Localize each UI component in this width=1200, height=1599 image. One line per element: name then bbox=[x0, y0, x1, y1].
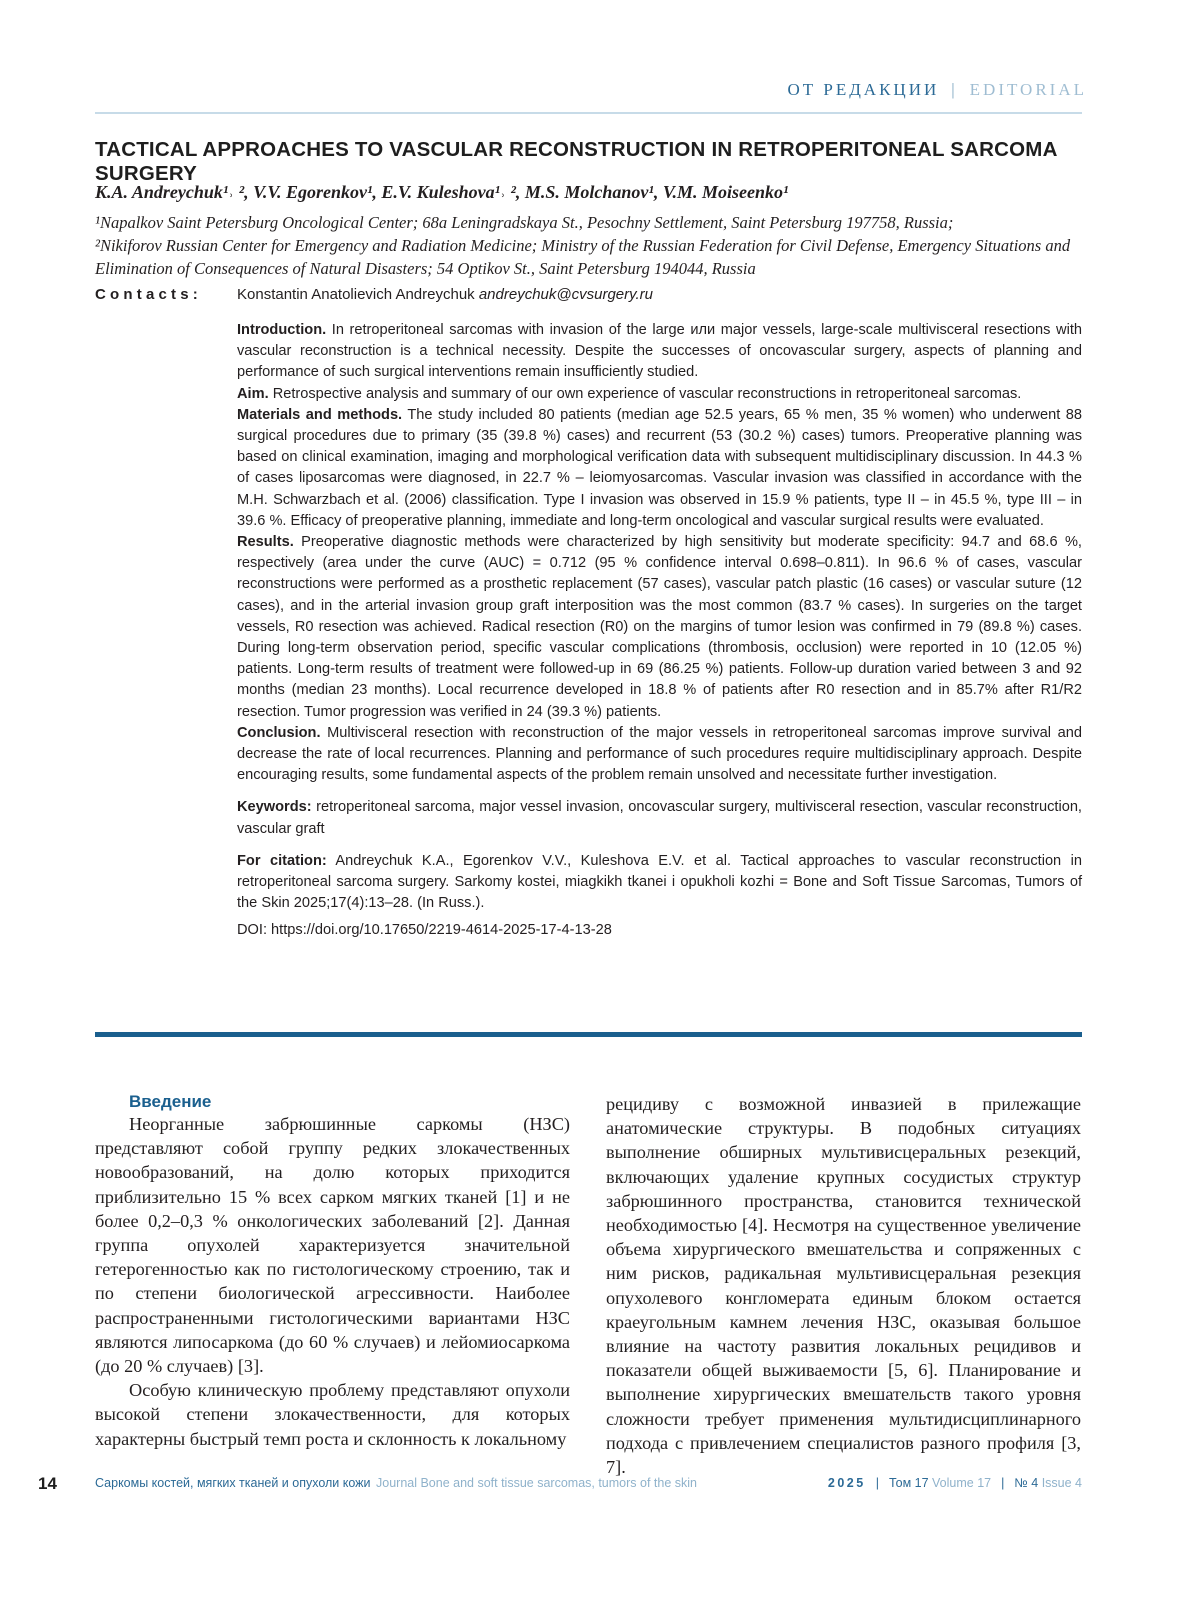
body-paragraph-3: рецидиву с возможной инвазией в прилежащие анатомические структуры. В подобных ситуациях выполнение обширных мультивисцеральных резекций, включающих удаление крупных сосудистых структур забрюшинного пространства, становится технической необходимостью [4]. Несмотря на существенное увеличение объема хирургического вмешательства и сопряженных с ним рисков, радикальная мультивисцеральная резекция опухолевого конгломерата единым блоком остается краеугольным камнем лечения НЗС, оказывая большое влияние на частоту развития локальных рецидивов и показатели общей выживаемости [5, 6]. Планирование и выполнение хирургических вмешательств такого уровня сложности требует применения мультидисциплинарного подхода с привлечением специалистов разного профиля [3, 7]. bbox=[606, 1094, 1081, 1478]
abstract-aim bbox=[237, 384, 1082, 405]
body-column-left bbox=[95, 1092, 570, 1451]
issue-info bbox=[828, 1476, 1082, 1490]
contacts-email[interactable]: andreychuk@cvsurgery.ru bbox=[478, 286, 654, 303]
volume-ru: Том 17 bbox=[888, 1476, 929, 1490]
header-rule bbox=[95, 112, 1082, 114]
body-paragraph-1: Неорганные забрюшинные саркомы (НЗС) представляют собой группу редких злокачественных новообразований, на долю которых приходится приблизительно 15 % всех сарком мягких тканей [1] и не более 0,2–0,3 % онкологических заболеваний [2]. Данная группа опухолей характеризуется значительной гетерогенностью как по гистологическому строению, так и по степени биологической агрессивности. Наиболее распространенными гистологическими вариантами НЗС являются липосаркома (до 60 % случаев) и лейомиосаркома (до 20 % случаев) [3]. bbox=[95, 1114, 570, 1377]
affiliation-2: ²Nikiforov Russian Center for Emergency and Radiation Medicine; Ministry of the Russian Federation for Civil Defense, Emergency Situations and Elimination of Consequences of Natural Disasters; 54 Optikov St., Saint Petersburg 194044, Russia bbox=[95, 236, 1071, 278]
results-text: Preoperative diagnostic methods were characterized by high sensitivity but moderate specificity: 94.7 and 68.6 %, respectively (area under the curve (AUC) = 0.712 (95 % confidence interval 0.698–0.811). In 96.6 % of cases, vascular reconstructions were performed as a prosthetic replacement (57 cases), vascular patch plastic (16 cases) or vascular suture (12 cases), and in the arterial invasion group graft interposition was the most common (83.7 % cases). In surgeries on the target vessels, R0 resection was achieved. Radical resection (R0) on the margins of tumor lesion was confirmed in 79 (89.8 %) cases. During long-term observation period, specific vascular complications (thrombosis, occlusion) were reported in 10 (12.05 %) patients. Long-term results of treatment were followed-up in 69 (86.25 %) patients. Follow-up duration varied between 3 and 92 months (median 23 months). Local recurrence developed in 18.8 % of patients after R0 resection and in 85.7% after R1/R2 resection. Tumor progression was verified in 24 (39.3 %) patients. bbox=[237, 534, 1082, 720]
issue-ru: № 4 bbox=[1014, 1476, 1039, 1490]
contacts-name: Konstantin Anatolievich Andreychuk bbox=[237, 286, 475, 303]
methods-text: The study included 80 patients (median age 52.5 years, 65 % men, 35 % women) who underwent 88 surgical procedures due to primary (35 (39.8 %) cases) and recurrent (53 (30.2 %) cases) tumors. Preoperative planning was based on clinical examination, imaging and morphological verification data with subsequent multidisciplinary discussion. In 44.3 % of cases liposarcomas were diagnosed, in 22.7 % – leiomyosarcomas. Vascular invasion was classified in accordance with the M.H. Schwarzbach et al. (2006) classification. Type I invasion was observed in 15.9 % patients, type II – in 45.5 %, type III – in 39.6 %. Efficacy of preoperative planning, immediate and long-term oncological and vascular surgical results were evaluated. bbox=[237, 406, 1083, 529]
page-footer bbox=[0, 1476, 1200, 1496]
citation-text: Andreychuk K.A., Egorenkov V.V., Kuleshova E.V. et al. Tactical approaches to vascular reconstruction in retroperitoneal sarcoma surgery. Sarkomy kostei, miagkikh tkanei i opukholi kozhi = Bone and Soft Tissue Sarcomas, Tumors of the Skin 2025;17(4):13–28. (In Russ.). bbox=[237, 852, 1082, 912]
body-column-right bbox=[606, 1092, 1081, 1479]
contacts-label: Contacts: bbox=[95, 286, 202, 303]
keywords-label: Keywords: bbox=[237, 799, 312, 816]
article-title: TACTICAL APPROACHES TO VASCULAR RECONSTRUCTION IN RETROPERITONEAL SARCOMA SURGERY bbox=[95, 138, 1057, 185]
contacts bbox=[95, 286, 1085, 303]
abstract bbox=[237, 320, 1082, 942]
abstract-conclusion bbox=[237, 723, 1082, 787]
affiliation-1: ¹Napalkov Saint Petersburg Oncological Center; 68a Leningradskaya St., Pesochny Settlement, Saint Petersburg 197758, Russia; bbox=[95, 213, 954, 232]
citation-label: For citation: bbox=[237, 852, 327, 869]
section-divider bbox=[95, 1032, 1082, 1037]
intro-label: Introduction. bbox=[237, 322, 327, 338]
doi-link[interactable]: DOI: https://doi.org/10.17650/2219-4614-2025-17-4-13-28 bbox=[237, 922, 612, 939]
page-number: 14 bbox=[38, 1474, 57, 1493]
issue-year: 2025 bbox=[827, 1476, 866, 1490]
header-section-ru: ОТ РЕДАКЦИИ bbox=[787, 80, 940, 99]
volume-en: Volume 17 bbox=[932, 1476, 992, 1490]
conclusion-text: Multivisceral resection with reconstruction of the major vessels in retroperitoneal sarcomas improve survival and decrease the rate of local recurrences. Planning and performance of such procedures require multidisciplinary approach. Despite encouraging results, some fundamental aspects of the problem remain unsolved and necessitate further investigation. bbox=[237, 724, 1082, 784]
issue-en: Issue 4 bbox=[1041, 1476, 1082, 1490]
issue-sep-2: | bbox=[1001, 1476, 1005, 1490]
results-label: Results. bbox=[237, 534, 294, 551]
abstract-methods bbox=[237, 405, 1082, 532]
author-list: K.A. Andreychuk¹˒ ², V.V. Egorenkov¹, E.V. Kuleshova¹˒ ², M.S. Molchanov¹, V.M. Moiseenko¹ bbox=[95, 182, 789, 202]
journal-name-en: Journal Bone and soft tissue sarcomas, tumors of the skin bbox=[376, 1476, 697, 1490]
aim-text: Retrospective analysis and summary of our own experience of vascular reconstructions in retroperitoneal sarcomas. bbox=[272, 385, 1022, 402]
intro-text: In retroperitoneal sarcomas with invasion of the large или major vessels, large-scale multivisceral resections with vascular reconstruction is a technical necessity. Despite the successes of oncovascular surgery, aspects of planning and performance of such surgical interventions remain insufficiently studied. bbox=[237, 322, 1082, 381]
keywords-text: retroperitoneal sarcoma, major vessel invasion, oncovascular surgery, multivisceral resection, vascular reconstruction, vascular graft bbox=[237, 799, 1082, 837]
body-paragraph-2: Особую клиническую проблему представляют опухоли высокой степени злокачественности, для которых характерны быстрый темп роста и склонность к локальному bbox=[95, 1380, 570, 1449]
abstract-results bbox=[237, 532, 1082, 723]
keywords bbox=[237, 797, 1082, 839]
abstract-introduction bbox=[237, 320, 1082, 384]
issue-sep-1: | bbox=[875, 1476, 879, 1490]
running-header bbox=[787, 80, 1087, 100]
methods-label: Materials and methods. bbox=[237, 406, 403, 423]
journal-name-ru: Саркомы костей, мягких тканей и опухоли кожи bbox=[95, 1476, 371, 1490]
aim-label: Aim. bbox=[237, 385, 269, 402]
header-section-en: EDITORIAL bbox=[969, 80, 1087, 99]
citation bbox=[237, 851, 1082, 915]
section-heading: Введение bbox=[129, 1092, 212, 1111]
conclusion-label: Conclusion. bbox=[237, 724, 321, 741]
header-separator: | bbox=[951, 80, 958, 99]
